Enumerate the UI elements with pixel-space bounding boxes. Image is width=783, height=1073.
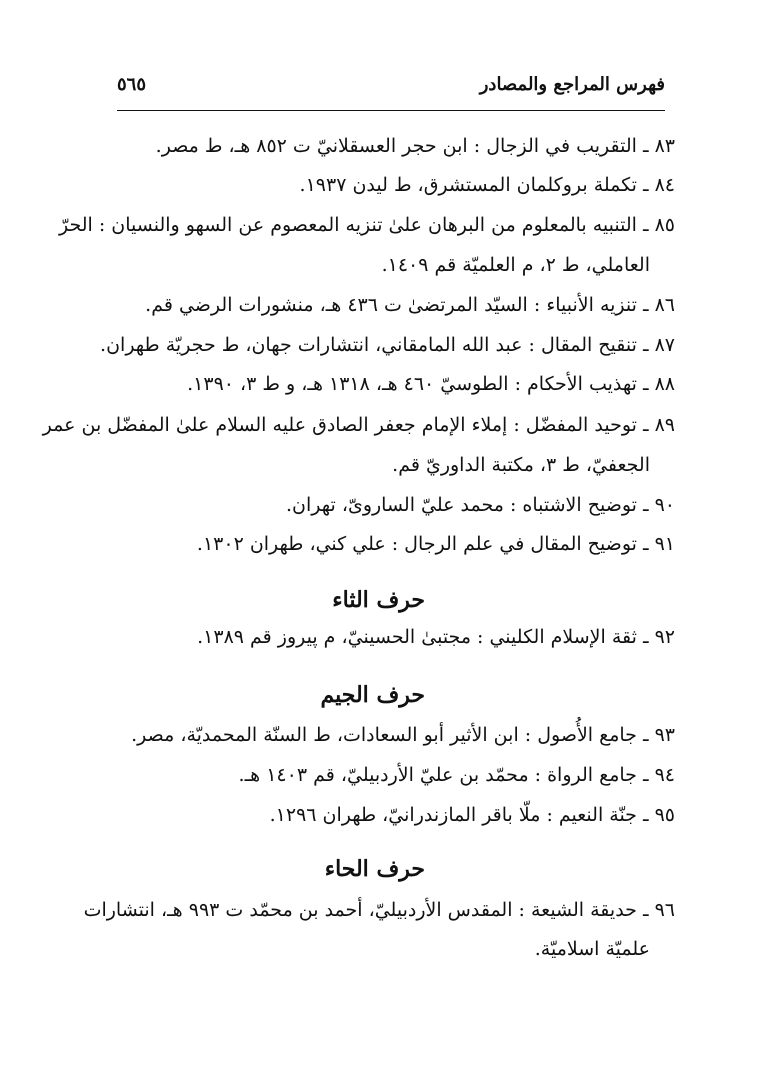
- entry-95: ٩٥ ـ جنّة النعيم : ملّا باقر المازندرانيّ، طهران ١٢٩٦.: [269, 804, 675, 826]
- header-rule: [117, 110, 665, 111]
- section-heading-tha: حرف الثاء: [332, 587, 425, 613]
- entry-96: ٩٦ ـ حديقة الشيعة : المقدس الأردبيليّ، أحمد بن محمّد ت ٩٩٣ هـ، انتشارات: [83, 899, 675, 921]
- section-heading-jim: حرف الجيم: [320, 682, 425, 708]
- running-header: [117, 74, 665, 104]
- running-title: فهرس المراجع والمصادر: [479, 74, 665, 95]
- entry-85: ٨٥ ـ التنبيه بالمعلوم من البرهان علىٰ تنزيه المعصوم عن السهو والنسيان : الحرّ: [59, 214, 675, 236]
- entry-90: ٩٠ ـ توضيح الاشتباه : محمد عليّ الساروىّ، تهران.: [285, 494, 675, 516]
- entry-94: ٩٤ ـ جامع الرواة : محمّد بن عليّ الأردبيليّ، قم ١٤٠٣ هـ.: [238, 764, 675, 786]
- entry-88: ٨٨ ـ تهذيب الأحكام : الطوسيّ ٤٦٠ هـ، ١٣١٨ هـ، و ط ٣، ١٣٩٠.: [187, 373, 675, 395]
- entry-87: ٨٧ ـ تنقيح المقال : عبد الله المامقاني، انتشارات جهان، ط حجريّة طهران.: [100, 334, 675, 356]
- entry-85-continuation: العاملي، ط ٢، م العلميّة قم ١٤٠٩.: [381, 254, 650, 276]
- entry-91: ٩١ ـ توضيح المقال في علم الرجال : علي كني، طهران ١٣٠٢.: [196, 533, 675, 555]
- entry-92: ٩٢ ـ ثقة الإسلام الكليني : مجتبىٰ الحسينيّ، م پيروز قم ١٣٨٩.: [197, 626, 675, 648]
- entry-84: ٨٤ ـ تكملة بروكلمان المستشرق، ط ليدن ١٩٣٧.: [299, 174, 675, 196]
- section-heading-ha: حرف الحاء: [324, 856, 425, 882]
- entry-93: ٩٣ ـ جامع الأُصول : ابن الأثير أبو السعادات، ط السنّة المحمديّة، مصر.: [131, 724, 675, 746]
- entry-86: ٨٦ ـ تنزيه الأنبياء : السيّد المرتضىٰ ت ٤٣٦ هـ، منشورات الرضي قم.: [145, 294, 675, 316]
- entry-89-continuation: الجعفيّ، ط ٣، مكتبة الداوريّ قم.: [392, 454, 650, 476]
- entry-96-continuation: علميّة اسلاميّة.: [534, 938, 650, 960]
- page-number: ٥٦٥: [117, 74, 147, 95]
- entry-83: ٨٣ ـ التقريب في الزجال : ابن حجر العسقلانيّ ت ٨٥٢ هـ، ط مصر.: [155, 135, 675, 157]
- entry-89: ٨٩ ـ توحيد المفضّل : إملاء الإمام جعفر الصادق عليه السلام علىٰ المفضّل بن عمر: [42, 414, 675, 436]
